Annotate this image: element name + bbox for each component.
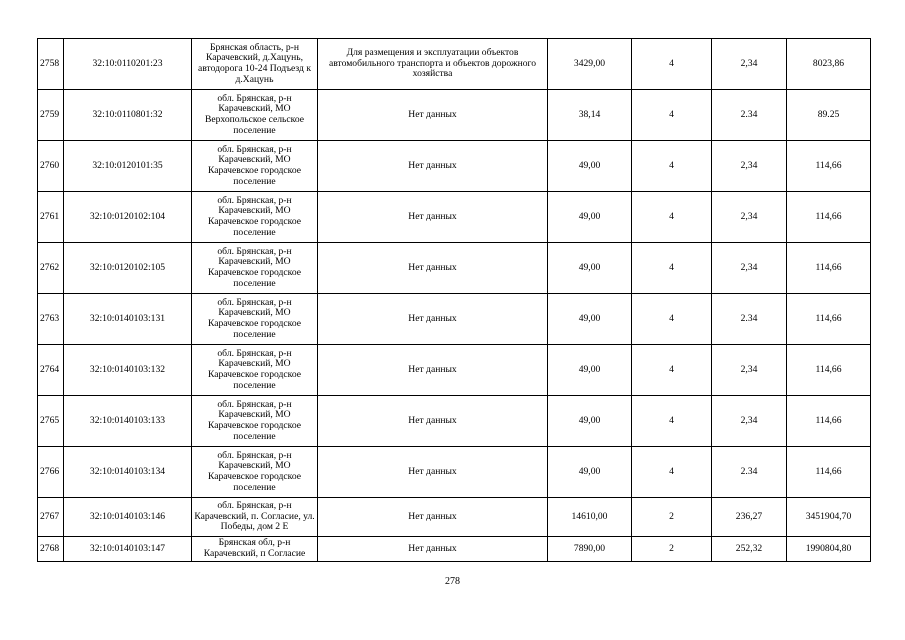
cadastral-value-cell: 114,66 <box>787 447 871 498</box>
cadastral-value-cell: 114,66 <box>787 192 871 243</box>
address-cell: обл. Брянская, р-н Карачевский, МО Карачевское городское поселение <box>192 294 318 345</box>
cadastral-number-cell: 32:10:0140103:146 <box>64 498 192 537</box>
row-number-cell: 2763 <box>38 294 64 345</box>
page-number: 278 <box>445 576 460 587</box>
address-cell: обл. Брянская, р-н Карачевский, МО Карачевское городское поселение <box>192 447 318 498</box>
row-number-cell: 2767 <box>38 498 64 537</box>
group-cell: 4 <box>632 345 712 396</box>
cadastral-number-cell: 32:10:0110801:32 <box>64 90 192 141</box>
specific-value-cell: 2.34 <box>712 447 787 498</box>
cadastral-number-cell: 32:10:0140103:147 <box>64 537 192 562</box>
address-cell: обл. Брянская, р-н Карачевский, МО Карачевское городское поселение <box>192 396 318 447</box>
address-cell: Брянская обл, р-н Карачевский, п Согласие <box>192 537 318 562</box>
cadastral-number-cell: 32:10:0140103:132 <box>64 345 192 396</box>
specific-value-cell: 2,34 <box>712 396 787 447</box>
area-cell: 49,00 <box>548 396 632 447</box>
row-number-cell: 2758 <box>38 39 64 90</box>
table-row <box>38 294 871 345</box>
land-use-cell: Нет данных <box>318 243 548 294</box>
specific-value-cell: 2,34 <box>712 39 787 90</box>
land-use-cell: Нет данных <box>318 345 548 396</box>
cadastral-value-cell: 3451904,70 <box>787 498 871 537</box>
land-use-cell: Для размещения и эксплуатации объектов автомобильного транспорта и объектов дорожного хозяйства <box>318 39 548 90</box>
specific-value-cell: 2.34 <box>712 294 787 345</box>
table-row <box>38 498 871 537</box>
land-use-cell: Нет данных <box>318 192 548 243</box>
area-cell: 49,00 <box>548 294 632 345</box>
cadastral-number-cell: 32:10:0140103:131 <box>64 294 192 345</box>
area-cell: 14610,00 <box>548 498 632 537</box>
table-row <box>38 243 871 294</box>
cadastral-number-cell: 32:10:0140103:134 <box>64 447 192 498</box>
specific-value-cell: 2,34 <box>712 141 787 192</box>
land-use-cell: Нет данных <box>318 90 548 141</box>
table-row <box>38 537 871 562</box>
row-number-cell: 2765 <box>38 396 64 447</box>
area-cell: 49,00 <box>548 447 632 498</box>
specific-value-cell: 252,32 <box>712 537 787 562</box>
cadastral-value-cell: 114,66 <box>787 141 871 192</box>
specific-value-cell: 2,34 <box>712 243 787 294</box>
land-use-cell: Нет данных <box>318 498 548 537</box>
specific-value-cell: 2,34 <box>712 192 787 243</box>
land-use-cell: Нет данных <box>318 396 548 447</box>
area-cell: 49,00 <box>548 192 632 243</box>
cadastral-value-cell: 114,66 <box>787 396 871 447</box>
row-number-cell: 2762 <box>38 243 64 294</box>
group-cell: 4 <box>632 294 712 345</box>
cadastral-value-cell: 89.25 <box>787 90 871 141</box>
group-cell: 4 <box>632 447 712 498</box>
area-cell: 3429,00 <box>548 39 632 90</box>
group-cell: 4 <box>632 39 712 90</box>
cadastral-number-cell: 32:10:0120102:104 <box>64 192 192 243</box>
table-row <box>38 447 871 498</box>
cadastral-value-cell: 1990804,80 <box>787 537 871 562</box>
group-cell: 2 <box>632 498 712 537</box>
land-use-cell: Нет данных <box>318 294 548 345</box>
row-number-cell: 2764 <box>38 345 64 396</box>
area-cell: 7890,00 <box>548 537 632 562</box>
cadastral-value-cell: 114,66 <box>787 243 871 294</box>
row-number-cell: 2766 <box>38 447 64 498</box>
cadastral-number-cell: 32:10:0140103:133 <box>64 396 192 447</box>
specific-value-cell: 236,27 <box>712 498 787 537</box>
cadastral-value-cell: 114,66 <box>787 294 871 345</box>
row-number-cell: 2761 <box>38 192 64 243</box>
area-cell: 49,00 <box>548 345 632 396</box>
cadastral-value-cell: 8023,86 <box>787 39 871 90</box>
group-cell: 4 <box>632 396 712 447</box>
area-cell: 49,00 <box>548 243 632 294</box>
specific-value-cell: 2,34 <box>712 345 787 396</box>
table-row <box>38 192 871 243</box>
table-row <box>38 141 871 192</box>
land-use-cell: Нет данных <box>318 537 548 562</box>
address-cell: Брянская область, р-н Карачевский, д.Хацунь, автодорога 10-24 Подъезд к д.Хацунь <box>192 39 318 90</box>
address-cell: обл. Брянская, р-н Карачевский, МО Карачевское городское поселение <box>192 243 318 294</box>
address-cell: обл. Брянская, р-н Карачевский, п. Согласие, ул. Победы, дом 2 Е <box>192 498 318 537</box>
table-row <box>38 90 871 141</box>
cadastral-number-cell: 32:10:0120101:35 <box>64 141 192 192</box>
area-cell: 38,14 <box>548 90 632 141</box>
group-cell: 4 <box>632 192 712 243</box>
table-row <box>38 39 871 90</box>
specific-value-cell: 2.34 <box>712 90 787 141</box>
address-cell: обл. Брянская, р-н Карачевский, МО Карачевское городское поселение <box>192 192 318 243</box>
group-cell: 4 <box>632 141 712 192</box>
group-cell: 4 <box>632 90 712 141</box>
table-row <box>38 345 871 396</box>
row-number-cell: 2768 <box>38 537 64 562</box>
row-number-cell: 2760 <box>38 141 64 192</box>
group-cell: 4 <box>632 243 712 294</box>
address-cell: обл. Брянская, р-н Карачевский, МО Верхопольское сельское поселение <box>192 90 318 141</box>
land-use-cell: Нет данных <box>318 141 548 192</box>
cadastral-number-cell: 32:10:0120102:105 <box>64 243 192 294</box>
table-row <box>38 396 871 447</box>
address-cell: обл. Брянская, р-н Карачевский, МО Карачевское городское поселение <box>192 345 318 396</box>
cadastral-number-cell: 32:10:0110201:23 <box>64 39 192 90</box>
area-cell: 49,00 <box>548 141 632 192</box>
address-cell: обл. Брянская, р-н Карачевский, МО Карачевское городское поселение <box>192 141 318 192</box>
land-use-cell: Нет данных <box>318 447 548 498</box>
cadastral-value-table <box>37 38 871 562</box>
row-number-cell: 2759 <box>38 90 64 141</box>
cadastral-value-cell: 114,66 <box>787 345 871 396</box>
table-body <box>38 39 871 562</box>
group-cell: 2 <box>632 537 712 562</box>
